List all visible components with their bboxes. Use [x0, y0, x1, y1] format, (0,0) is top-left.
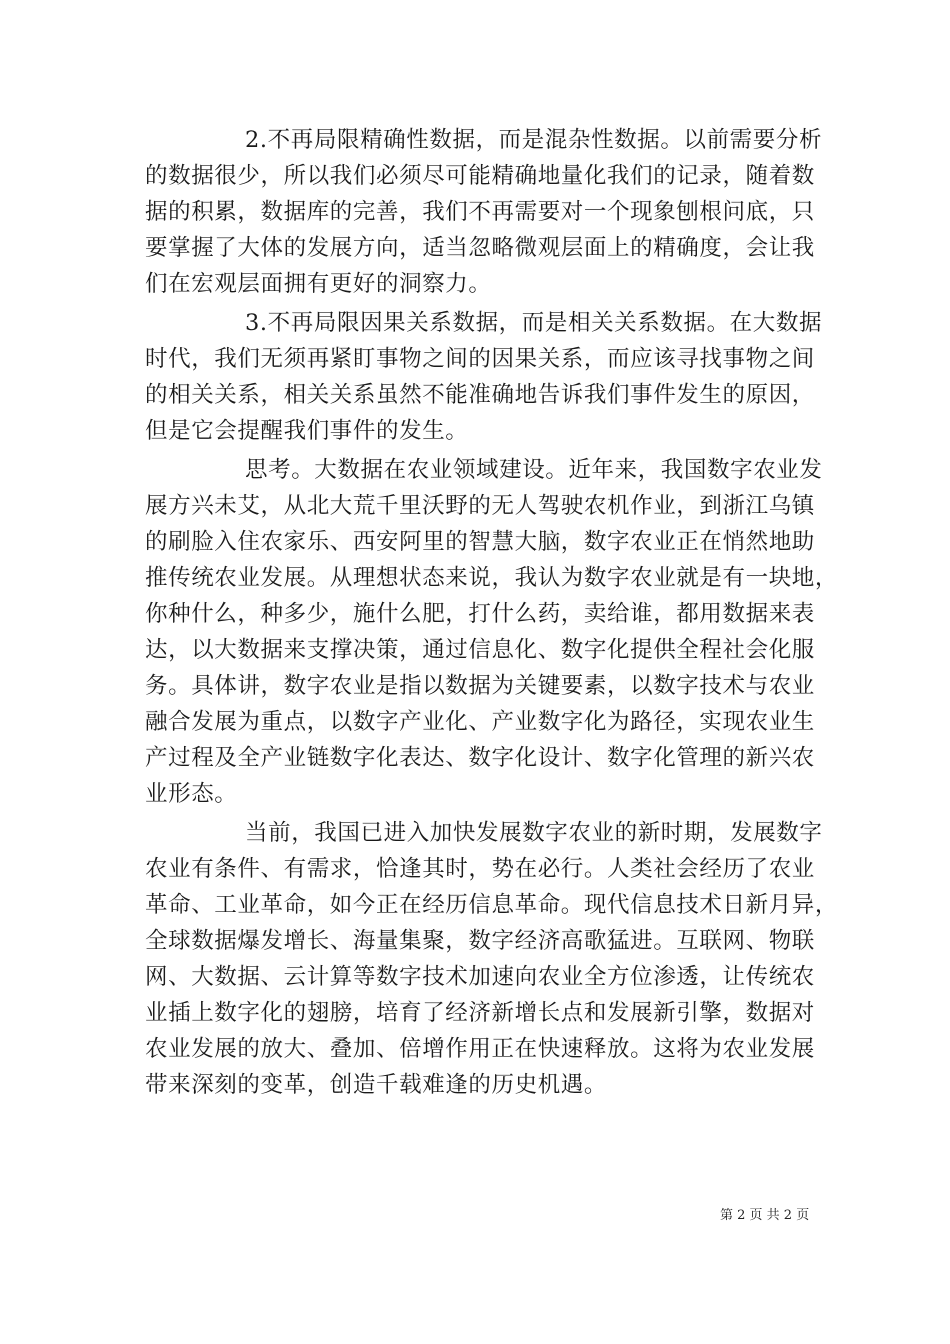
paragraph-line: 业插上数字化的翅膀，培育了经济新增长点和发展新引擎，数据对 [145, 1000, 815, 1026]
paragraph-line: 思考。大数据在农业领域建设。近年来，我国数字农业发 [245, 457, 823, 483]
paragraph-line: 农业发展的放大、叠加、倍增作用正在快速释放。这将为农业发展 [145, 1036, 815, 1062]
paragraph-line: 们在宏观层面拥有更好的洞察力。 [145, 271, 492, 297]
paragraph-line: 业形态。 [145, 781, 238, 807]
paragraph-line: 带来深刻的变革，创造千载难逢的历史机遇。 [145, 1072, 608, 1098]
paragraph-line: 展方兴未艾，从北大荒千里沃野的无人驾驶农机作业，到浙江乌镇 [145, 493, 815, 519]
paragraph-line: 融合发展为重点，以数字产业化、产业数字化为路径，实现农业生 [145, 709, 815, 735]
paragraph-line: 的数据很少，所以我们必须尽可能精确地量化我们的记录，随着数 [145, 163, 815, 189]
paragraph-line: 但是它会提醒我们事件的发生。 [145, 418, 469, 444]
paragraph-line: 当前，我国已进入加快发展数字农业的新时期，发展数字 [245, 820, 823, 846]
paragraph-line: 务。具体讲，数字农业是指以数据为关键要素，以数字技术与农业 [145, 673, 815, 699]
paragraph-line: 推传统农业发展。从理想状态来说，我认为数字农业就是有一块地， [145, 565, 839, 591]
paragraph-line: 革命、工业革命，如今正在经历信息革命。现代信息技术日新月异， [145, 892, 839, 918]
paragraph-line: 时代，我们无须再紧盯事物之间的因果关系，而应该寻找事物之间 [145, 346, 815, 372]
paragraph-line: 3.不再局限因果关系数据，而是相关关系数据。在大数据 [245, 310, 823, 336]
paragraph-line: 的刷脸入住农家乐、西安阿里的智慧大脑，数字农业正在悄然地助 [145, 529, 815, 555]
paragraph-line: 2.不再局限精确性数据，而是混杂性数据。以前需要分析 [245, 127, 823, 153]
paragraph-line: 全球数据爆发增长、海量集聚，数字经济高歌猛进。互联网、物联 [145, 928, 815, 954]
paragraph-line: 据的积累，数据库的完善，我们不再需要对一个现象刨根问底，只 [145, 199, 815, 225]
paragraph-line: 网、大数据、云计算等数字技术加速向农业全方位渗透，让传统农 [145, 964, 815, 990]
paragraph-line: 农业有条件、有需求，恰逢其时，势在必行。人类社会经历了农业 [145, 856, 815, 882]
paragraph-line: 的相关关系，相关关系虽然不能准确地告诉我们事件发生的原因， [145, 382, 815, 408]
paragraph-line: 达，以大数据来支撑决策，通过信息化、数字化提供全程社会化服 [145, 637, 815, 663]
paragraph-line: 要掌握了大体的发展方向，适当忽略微观层面上的精确度，会让我 [145, 235, 815, 261]
paragraph-line: 你种什么，种多少，施什么肥，打什么药，卖给谁，都用数据来表 [145, 601, 815, 627]
paragraph-line: 产过程及全产业链数字化表达、数字化设计、数字化管理的新兴农 [145, 745, 815, 771]
page-number-footer: 第 2 页 共 2 页 [720, 1208, 810, 1223]
